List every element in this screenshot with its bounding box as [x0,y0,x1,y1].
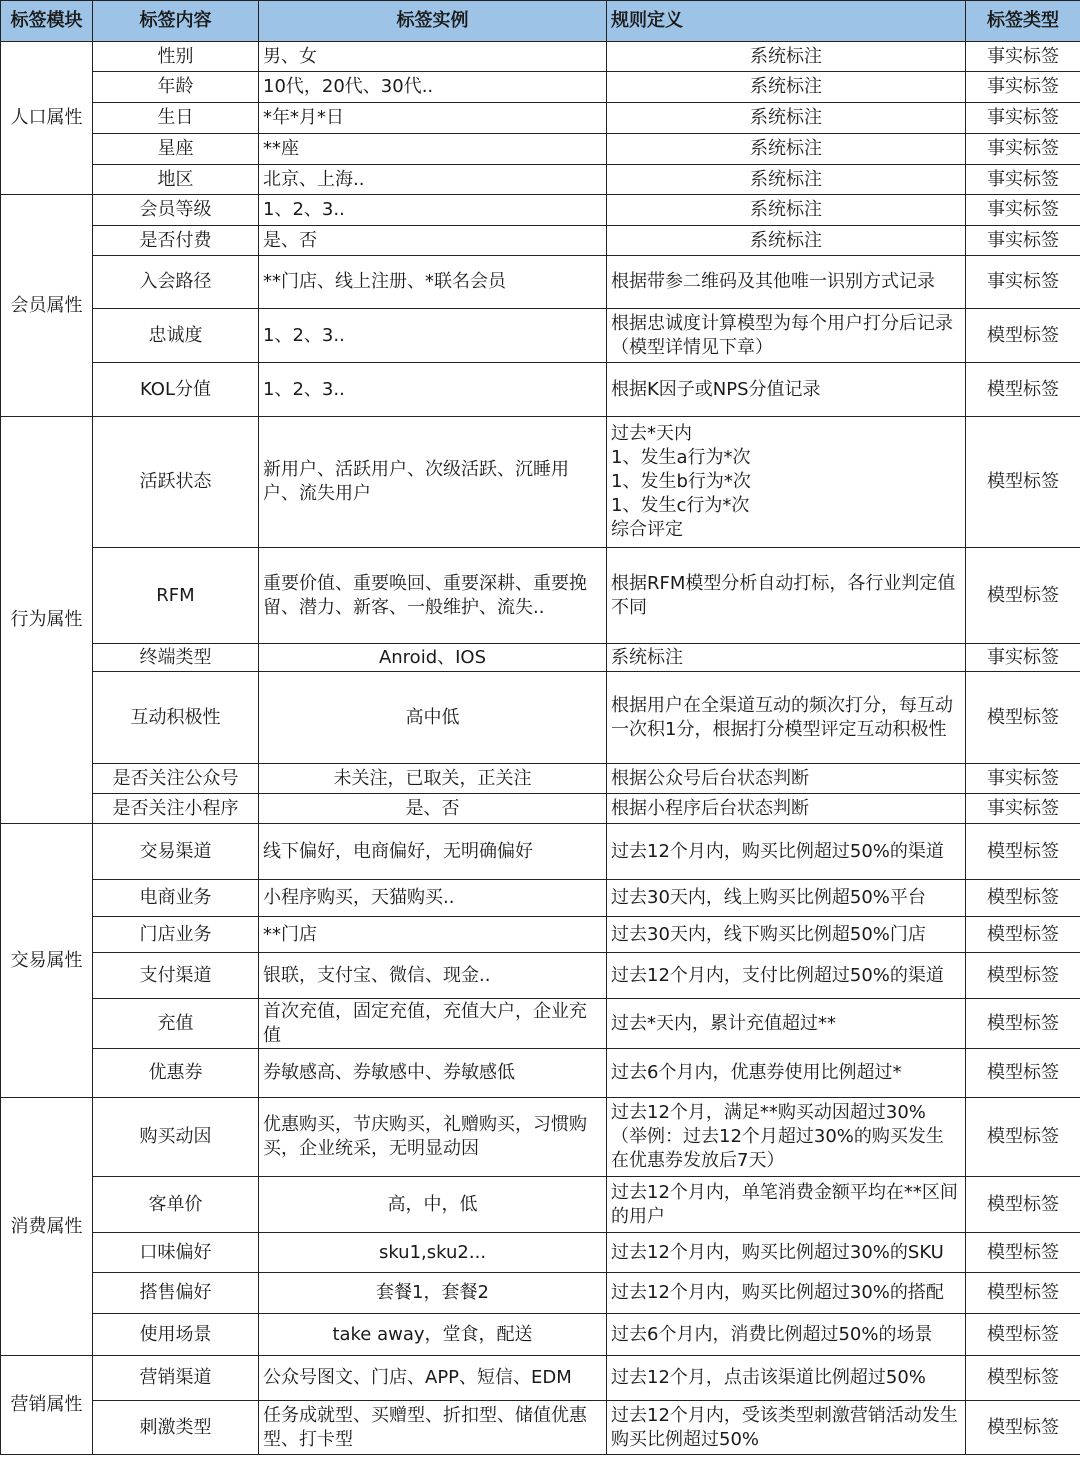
tag-example: 银联，支付宝、微信、现金.. [259,953,607,999]
table-row [1,417,1080,548]
tag-type: 模型标签 [966,672,1080,764]
header-module: 标签模块 [1,1,93,42]
tag-name: 是否关注小程序 [93,794,259,824]
table-row [1,1314,1080,1356]
table-row [1,1049,1080,1098]
tag-type: 事实标签 [966,644,1080,672]
tag-type: 模型标签 [966,1356,1080,1401]
rule-definition: 系统标注 [607,165,966,195]
table-row [1,165,1080,195]
tag-name: RFM [93,548,259,644]
rule-definition [607,417,966,548]
tag-name: 地区 [93,165,259,195]
rule-definition: 过去6个月内，优惠券使用比例超过* [607,1049,966,1098]
module-name: 消费属性 [1,1098,93,1356]
rule-definition: 过去12个月内，购买比例超过50%的渠道 [607,824,966,880]
rule-definition: 过去12个月内，购买比例超过30%的搭配 [607,1273,966,1314]
tag-name: 星座 [93,134,259,165]
rule-definition: 过去12个月，满足**购买动因超过30%（举例：过去12个月超过30%的购买发生在优惠券发放后7天） [607,1098,966,1177]
tag-type: 模型标签 [966,824,1080,880]
tag-name: 优惠券 [93,1049,259,1098]
tag-name: 会员等级 [93,195,259,226]
tag-type: 模型标签 [966,548,1080,644]
tag-name: 门店业务 [93,917,259,953]
rule-definition: 过去12个月内，支付比例超过50%的渠道 [607,953,966,999]
module-name: 行为属性 [1,417,93,824]
module-name: 人口属性 [1,42,93,195]
tag-example: 重要价值、重要唤回、重要深耕、重要挽留、潜力、新客、一般维护、流失.. [259,548,607,644]
rule-definition: 系统标注 [607,134,966,165]
tag-example: take away，堂食，配送 [259,1314,607,1356]
header-row [1,1,1080,42]
tag-type: 模型标签 [966,953,1080,999]
header-type: 标签类型 [966,1,1080,42]
tag-example: 北京、上海.. [259,165,607,195]
rule-definition: 系统标注 [607,644,966,672]
tag-type: 事实标签 [966,72,1080,103]
tag-name: 交易渠道 [93,824,259,880]
tag-name: 是否关注公众号 [93,764,259,794]
tag-example: Anroid、IOS [259,644,607,672]
table-row [1,644,1080,672]
table-row [1,824,1080,880]
table-row [1,134,1080,165]
rule-definition: 系统标注 [607,72,966,103]
tag-type: 事实标签 [966,165,1080,195]
module-name: 营销属性 [1,1356,93,1455]
rule-line: 1、发生a行为*次 [611,447,751,468]
tag-name: 性别 [93,42,259,72]
rule-definition: 过去12个月，点击该渠道比例超过50% [607,1356,966,1401]
tag-name: 忠诚度 [93,309,259,363]
tag-example: 线下偏好，电商偏好，无明确偏好 [259,824,607,880]
tag-example: 高，中，低 [259,1177,607,1233]
rule-definition: 根据小程序后台状态判断 [607,794,966,824]
tag-name: 生日 [93,103,259,134]
rule-definition: 根据公众号后台状态判断 [607,764,966,794]
table-row [1,226,1080,256]
tag-name: 购买动因 [93,1098,259,1177]
table-row [1,1098,1080,1177]
table-row [1,794,1080,824]
rule-definition: 根据用户在全渠道互动的频次打分，每互动一次积1分，根据打分模型评定互动积极性 [607,672,966,764]
table-row [1,999,1080,1049]
tag-example: 新用户、活跃用户、次级活跃、沉睡用户、流失用户 [259,417,607,548]
tag-type: 事实标签 [966,103,1080,134]
table-row [1,764,1080,794]
tag-type: 模型标签 [966,917,1080,953]
table-row [1,1177,1080,1233]
tag-example: 10代，20代、30代.. [259,72,607,103]
table-row [1,72,1080,103]
tag-name: 支付渠道 [93,953,259,999]
rule-definition: 过去*天内，累计充值超过** [607,999,966,1049]
tag-example: **门店、线上注册、*联名会员 [259,256,607,309]
tag-example: 公众号图文、门店、APP、短信、EDM [259,1356,607,1401]
tag-name: 入会路径 [93,256,259,309]
rule-line: 综合评定 [611,519,683,540]
tag-type: 事实标签 [966,794,1080,824]
tag-type: 事实标签 [966,42,1080,72]
tag-name: 年龄 [93,72,259,103]
tag-example: 1、2、3.. [259,363,607,417]
tag-name: KOL分值 [93,363,259,417]
header-content: 标签内容 [93,1,259,42]
tag-name: 使用场景 [93,1314,259,1356]
header-rule: 规则定义 [607,1,966,42]
tag-name: 活跃状态 [93,417,259,548]
tag-example: 套餐1，套餐2 [259,1273,607,1314]
table-row [1,917,1080,953]
tag-name: 充值 [93,999,259,1049]
tag-type: 模型标签 [966,1273,1080,1314]
table-row [1,42,1080,72]
tag-type: 模型标签 [966,363,1080,417]
rule-definition: 根据K因子或NPS分值记录 [607,363,966,417]
rule-definition: 系统标注 [607,226,966,256]
table-row [1,672,1080,764]
tag-type: 模型标签 [966,1314,1080,1356]
tag-example: sku1,sku2... [259,1233,607,1273]
table-row [1,953,1080,999]
rule-definition: 根据RFM模型分析自动打标，各行业判定值不同 [607,548,966,644]
rule-definition: 过去6个月内，消费比例超过50%的场景 [607,1314,966,1356]
tag-name: 营销渠道 [93,1356,259,1401]
tag-example: 1、2、3.. [259,309,607,363]
tag-name: 是否付费 [93,226,259,256]
tag-name: 搭售偏好 [93,1273,259,1314]
header-example: 标签实例 [259,1,607,42]
tag-type: 事实标签 [966,195,1080,226]
rule-line: 1、发生c行为*次 [611,495,750,516]
rule-line: 过去*天内 [611,423,692,444]
table-row [1,363,1080,417]
table-row [1,1401,1080,1455]
rule-definition: 系统标注 [607,42,966,72]
tag-type: 模型标签 [966,999,1080,1049]
tag-name: 客单价 [93,1177,259,1233]
tag-name: 刺激类型 [93,1401,259,1455]
tag-example: **门店 [259,917,607,953]
rule-definition: 系统标注 [607,103,966,134]
tag-example: 高中低 [259,672,607,764]
tag-name: 口味偏好 [93,1233,259,1273]
table-row [1,1273,1080,1314]
module-name: 交易属性 [1,824,93,1098]
tag-example: 是、否 [259,794,607,824]
tag-type: 模型标签 [966,1233,1080,1273]
tag-type: 事实标签 [966,256,1080,309]
tag-name: 电商业务 [93,880,259,917]
tag-type: 模型标签 [966,880,1080,917]
tag-example: 任务成就型、买赠型、折扣型、储值优惠型、打卡型 [259,1401,607,1455]
module-name: 会员属性 [1,195,93,417]
table-row [1,309,1080,363]
table-row [1,1233,1080,1273]
tag-type: 事实标签 [966,134,1080,165]
rule-definition: 根据忠诚度计算模型为每个用户打分后记录（模型详情见下章） [607,309,966,363]
tag-example: 小程序购买，天猫购买.. [259,880,607,917]
tag-type: 模型标签 [966,1049,1080,1098]
tag-type: 模型标签 [966,309,1080,363]
table-row [1,103,1080,134]
rule-definition: 过去12个月内，购买比例超过30%的SKU [607,1233,966,1273]
rule-definition: 过去30天内，线下购买比例超50%门店 [607,917,966,953]
table-row [1,195,1080,226]
tag-name: 互动积极性 [93,672,259,764]
table-row [1,880,1080,917]
tag-example: 未关注，已取关，正关注 [259,764,607,794]
tag-example: 男、女 [259,42,607,72]
rule-definition: 根据带参二维码及其他唯一识别方式记录 [607,256,966,309]
tag-type: 模型标签 [966,417,1080,548]
rule-line: 1、发生b行为*次 [611,471,751,492]
tag-type: 模型标签 [966,1401,1080,1455]
tag-example: 券敏感高、券敏感中、券敏感低 [259,1049,607,1098]
table-row [1,548,1080,644]
rule-definition: 过去30天内，线上购买比例超50%平台 [607,880,966,917]
tag-example: 1、2、3.. [259,195,607,226]
tag-example: 优惠购买，节庆购买，礼赠购买，习惯购买，企业统采，无明显动因 [259,1098,607,1177]
tag-example: **座 [259,134,607,165]
tag-type: 模型标签 [966,1098,1080,1177]
tag-type: 事实标签 [966,226,1080,256]
tag-example: 是、否 [259,226,607,256]
table-row [1,256,1080,309]
rule-definition: 系统标注 [607,195,966,226]
table-body [1,42,1080,1455]
tag-example: 首次充值，固定充值，充值大户，企业充值 [259,999,607,1049]
tag-type: 事实标签 [966,764,1080,794]
rule-definition: 过去12个月内，单笔消费金额平均在**区间的用户 [607,1177,966,1233]
tag-name: 终端类型 [93,644,259,672]
tag-example: *年*月*日 [259,103,607,134]
rule-definition: 过去12个月内，受该类型刺激营销活动发生购买比例超过50% [607,1401,966,1455]
table-row [1,1356,1080,1401]
tag-type: 模型标签 [966,1177,1080,1233]
